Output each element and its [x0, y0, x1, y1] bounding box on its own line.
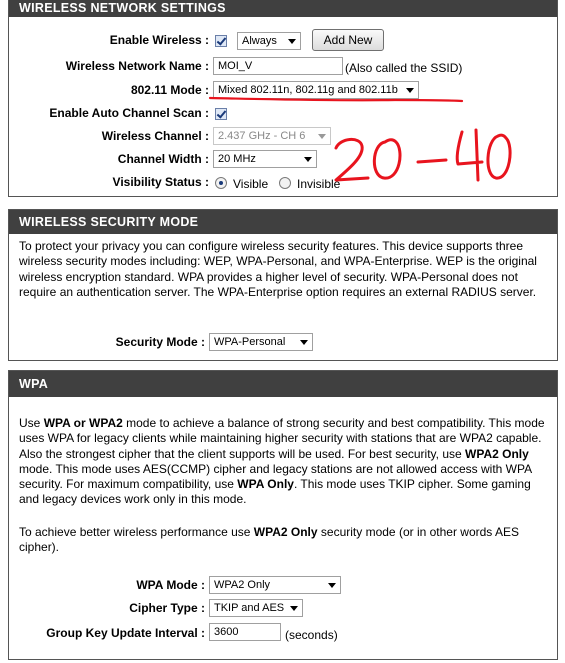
section-title: WIRELESS SECURITY MODE [19, 215, 199, 229]
security-mode-select[interactable]: WPA-Personal [209, 333, 313, 351]
visibility-label: Visibility Status : [112, 175, 209, 189]
enable-wireless-checkbox[interactable] [215, 35, 227, 47]
enable-wireless-label: Enable Wireless : [109, 33, 209, 47]
channel-select[interactable]: 2.437 GHz - CH 6 [213, 127, 331, 145]
chevron-down-icon [328, 583, 336, 588]
network-name-input[interactable]: MOI_V [213, 57, 343, 75]
wpa-mode-select[interactable]: WPA2 Only [209, 576, 341, 594]
ssid-hint: (Also called the SSID) [345, 61, 463, 75]
channel-width-select[interactable]: 20 MHz [213, 150, 317, 168]
wpa-section [8, 370, 558, 660]
security-mode-label: Security Mode : [115, 335, 205, 349]
security-description: To protect your privacy you can configure wireless security features. This device supports three wireless security modes including: WEP, WPA-Personal, and WPA-Enterprise. WEP is the original wireless encryption standard. WPA provides a higher level of security. WPA-Personal does not require an authentication server. The WPA-Enterprise option requires an external RADIUS server. [19, 239, 537, 299]
wpa-recommendation: To achieve better wireless performance use WPA2 Only security mode (or in other words AES cipher). [19, 525, 519, 555]
section-header [9, 210, 557, 234]
section-header [9, 371, 557, 397]
visible-label: Visible [233, 177, 269, 191]
group-key-label: Group Key Update Interval : [46, 626, 205, 640]
section-title: WIRELESS NETWORK SETTINGS [19, 1, 226, 15]
auto-channel-label: Enable Auto Channel Scan : [49, 106, 209, 120]
group-key-input[interactable]: 3600 [209, 623, 281, 641]
group-key-unit: (seconds) [285, 628, 338, 642]
mode-select[interactable]: Mixed 802.11n, 802.11g and 802.11b [213, 81, 419, 99]
section-title: WPA [19, 377, 49, 391]
section-header [9, 0, 557, 17]
cipher-select[interactable]: TKIP and AES [209, 599, 303, 617]
visible-radio[interactable] [215, 177, 227, 189]
auto-channel-checkbox[interactable] [215, 108, 227, 120]
schedule-select[interactable]: Always [237, 32, 301, 50]
mode-label: 802.11 Mode : [130, 83, 209, 97]
wpa-description: Use WPA or WPA2 mode to achieve a balance of strong security and best compatibility. This mode uses WPA for legacy clients while maintaining higher security with stations that are WPA2 capable. Also the strongest cipher that the client supports will be used. For best security, use WPA2 Only mode. This mode uses AES(CCMP) cipher and legacy stations are not allowed access with WPA security. For maximum compatibility, use WPA Only. This mode uses TKIP cipher. Some gaming and legacy devices work only in this mode. [19, 416, 545, 507]
chevron-down-icon [304, 157, 312, 162]
cipher-label: Cipher Type : [129, 601, 205, 615]
chevron-down-icon [318, 134, 326, 139]
wpa-mode-label: WPA Mode : [136, 578, 205, 592]
chevron-down-icon [290, 606, 298, 611]
invisible-label: Invisible [297, 177, 341, 191]
invisible-radio[interactable] [279, 177, 291, 189]
chevron-down-icon [300, 340, 308, 345]
channel-label: Wireless Channel : [101, 129, 209, 143]
add-new-button[interactable]: Add New [312, 29, 384, 51]
network-name-label: Wireless Network Name : [65, 59, 209, 73]
chevron-down-icon [288, 39, 296, 44]
wireless-security-mode-section [8, 209, 558, 361]
wireless-network-settings-section [8, 0, 558, 197]
chevron-down-icon [406, 88, 414, 93]
channel-width-label: Channel Width : [117, 152, 209, 166]
